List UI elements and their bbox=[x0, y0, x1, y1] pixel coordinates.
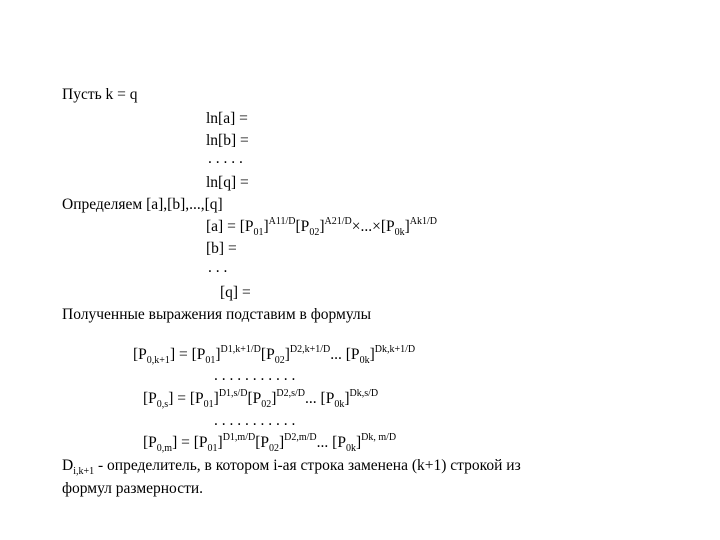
text-determine: Определяем [a],[b],...,[q] bbox=[62, 196, 223, 213]
text-dimension-formulas: формул размерности. bbox=[62, 480, 204, 497]
text-substitute: Полученные выражения подставим в формулы bbox=[62, 306, 372, 323]
formula-p-k-plus-1: $[P_{0,k+1}] = [P_{01}]^{D1,k+1/D}[P_{02}]^{D2,k+1/D}$... $[P_{0k}]^{Dk,k+1/D}$ bbox=[133, 344, 416, 366]
ellipsis-dots: . . . . . bbox=[208, 150, 243, 167]
formula-q: [q] = bbox=[220, 284, 251, 301]
formula-a: $[a] = [P_{01}]^{A11/D}[P_{02}]^{A21/D}\times...\times[P_{0k}]^{Ak1/D}$ bbox=[206, 216, 438, 238]
formula-p-m: $[P_{0,m}] = [P_{01}]^{D1,m/D}[P_{02}]^{D2,m/D}$... $[P_{0k}]^{Dk, m/D}$ bbox=[143, 432, 397, 454]
text-determinant-note: $D_{i,k+1}$ - определитель, в котором i-ая строка заменена (k+1) строкой из bbox=[62, 457, 521, 477]
ellipsis-dots: . . . bbox=[208, 259, 228, 276]
ln-b-line: ln[b] = bbox=[206, 132, 249, 149]
formula-p-s: $[P_{0,s}] = [P_{01}]^{D1,s/D}[P_{02}]^{D2,s/D}$... $[P_{0k}]^{Dk,s/D}$ bbox=[143, 388, 379, 410]
formula-b: [b] = bbox=[206, 240, 237, 257]
ln-a-line: ln[a] = bbox=[206, 110, 248, 127]
ln-q-line: ln[q] = bbox=[206, 174, 249, 191]
text-let-k-equals-q: Пусть k = q bbox=[62, 86, 138, 103]
ellipsis-dots: . . . . . . . . . . . bbox=[214, 367, 296, 384]
ellipsis-dots: . . . . . . . . . . . bbox=[214, 412, 296, 429]
